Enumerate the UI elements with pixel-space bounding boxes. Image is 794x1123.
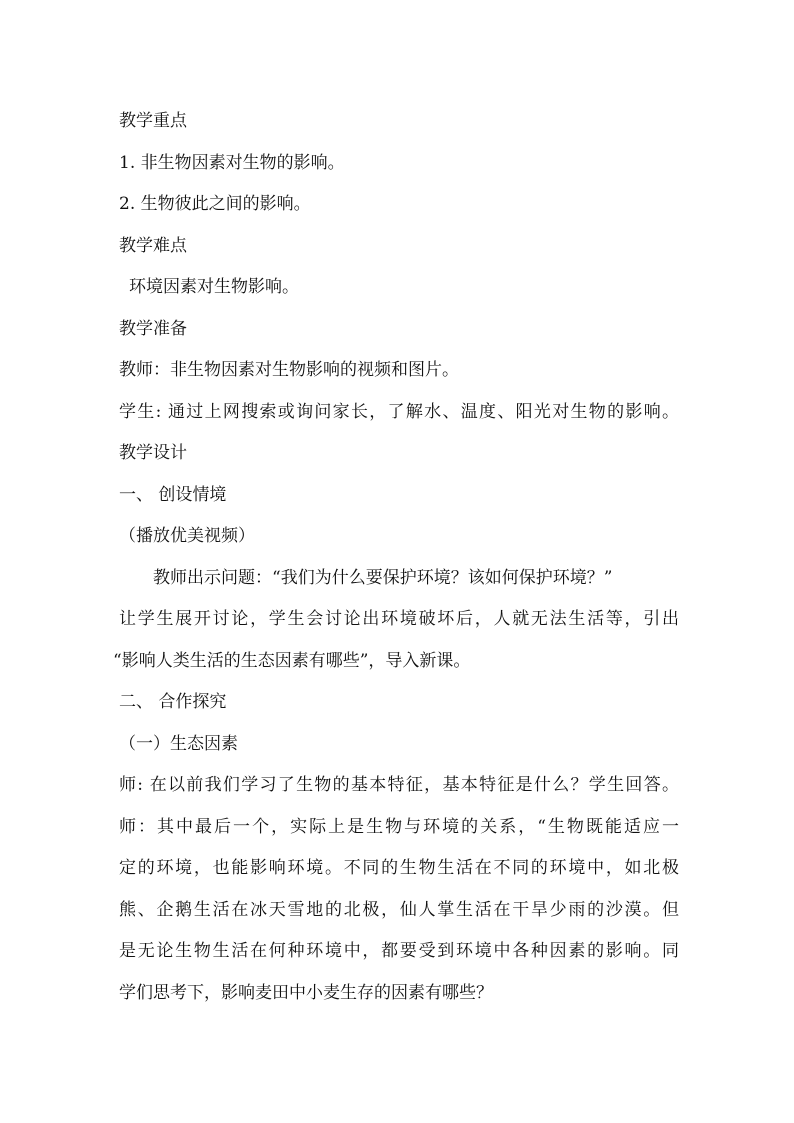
paragraph-teacher-2-line-1: 师：其中最后一个，实际上是生物与环境的关系，“生物既能适应一 [119,816,679,837]
paragraph-question: 教师出示问题：“我们为什么要保护环境？该如何保护环境？” [153,567,613,588]
section-1-title: 一、 创设情境 [119,484,227,505]
preparation-student: 学生: 通过上网搜索或询问家长，了解水、温度、阳光对生物的影响。 [119,401,679,422]
paragraph-discussion: 让学生展开讨论，学生会讨论出环境破坏后，人就无法生活等，引出 [119,609,679,629]
subsection-ecological-factors: （一）生态因素 [119,733,238,754]
paragraph-teacher-2-line-2: 定的环境，也能影响环境。不同的生物生活在不同的环境中，如北极 [119,858,679,878]
heading-teaching-difficulty: 教学难点 [119,235,187,256]
paragraph-teacher-2-line-3: 熊、企鹅生活在冰天雪地的北极，仙人掌生活在干旱少雨的沙漠。但 [119,899,679,920]
focus-item-2: 2. 生物彼此之间的影响。 [119,194,311,214]
paragraph-teacher-1: 师: 在以前我们学习了生物的基本特征，基本特征是什么？学生回答。 [119,775,679,795]
preparation-teacher: 教师：非生物因素对生物影响的视频和图片。 [119,360,459,380]
heading-teaching-design: 教学设计 [119,443,187,463]
video-note: （播放优美视频） [119,526,255,546]
paragraph-teacher-2-line-4: 是无论生物生活在何种环境中，都要受到环境中各种因素的影响。同 [119,941,679,961]
heading-teaching-preparation: 教学准备 [119,318,187,339]
paragraph-teacher-2-line-5: 学们思考下，影响麦田中小麦生存的因素有哪些？ [119,982,493,1003]
section-2-title: 二、 合作探究 [119,692,227,712]
document-page [113,101,679,1014]
focus-item-1: 1. 非生物因素对生物的影响。 [119,152,345,173]
paragraph-intro: “影响人类生活的生态因素有哪些”，导入新课。 [113,650,471,671]
heading-teaching-focus: 教学重点 [119,111,187,131]
difficulty-text: 环境因素对生物影响。 [129,277,299,297]
